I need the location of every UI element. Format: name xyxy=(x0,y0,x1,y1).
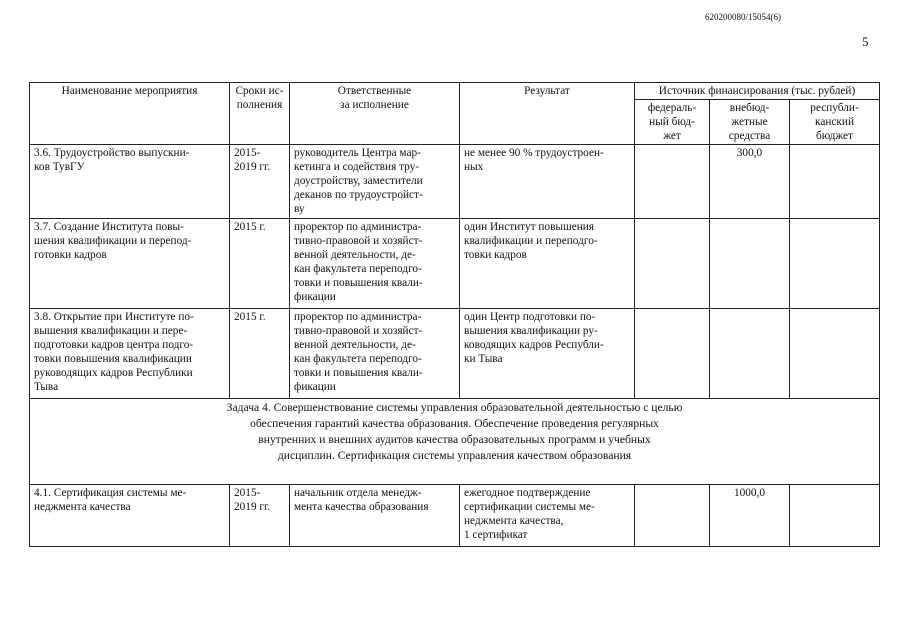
col-name-header: Наименование мероприятия xyxy=(30,83,230,145)
cell-extrabudget xyxy=(710,219,790,309)
table-row xyxy=(30,145,880,219)
cell-republic xyxy=(790,145,880,219)
page-number: 5 xyxy=(862,34,869,49)
cell-responsible: руководитель Центра мар- кетинга и содействия тру- доустройству, заместители деканов по трудоустройст- ву xyxy=(290,145,460,219)
col-republic-header: республи- канский бюджет xyxy=(790,100,880,145)
cell-name: 3.8. Открытие при Институте по- вышения квалификации и пере- подготовки кадров центра подго- товки повышения квалификации руководящих кадров Республики Тыва xyxy=(30,309,230,399)
cell-extrabudget: 1000,0 xyxy=(710,485,790,547)
cell-terms: 2015 г. xyxy=(230,309,290,399)
cell-name: 3.7. Создание Института повы- шения квалификации и перепод- готовки кадров xyxy=(30,219,230,309)
cell-extrabudget: 300,0 xyxy=(710,145,790,219)
document-code: 620200080/15054(6) xyxy=(705,12,781,22)
col-result-header: Результат xyxy=(460,83,635,145)
cell-responsible: проректор по администра- тивно-правовой и хозяйст- венной деятельности, де- кан факультета переподго- товки и повышения квали- фикации xyxy=(290,219,460,309)
cell-terms: 2015- 2019 гг. xyxy=(230,145,290,219)
cell-extrabudget xyxy=(710,309,790,399)
cell-name: 4.1. Сертификация системы ме- неджмента качества xyxy=(30,485,230,547)
cell-result: не менее 90 % трудоустроен- ных xyxy=(460,145,635,219)
cell-federal xyxy=(635,145,710,219)
task-row xyxy=(30,399,880,485)
table-row xyxy=(30,219,880,309)
cell-name: 3.6. Трудоустройство выпускни- ков ТувГУ xyxy=(30,145,230,219)
cell-result: один Институт повышения квалификации и переподго- товки кадров xyxy=(460,219,635,309)
cell-republic xyxy=(790,309,880,399)
cell-federal xyxy=(635,485,710,547)
header-row xyxy=(30,83,880,100)
col-federal-header: федераль- ный бюд- жет xyxy=(635,100,710,145)
table-row xyxy=(30,485,880,547)
activities-table xyxy=(29,82,880,547)
col-responsible-header: Ответственные за исполнение xyxy=(290,83,460,145)
table-row xyxy=(30,309,880,399)
cell-federal xyxy=(635,219,710,309)
cell-responsible: начальник отдела менедж- мента качества образования xyxy=(290,485,460,547)
cell-result: один Центр подготовки по- вышения квалификации ру- ководящих кадров Республи- ки Тыва xyxy=(460,309,635,399)
cell-republic xyxy=(790,485,880,547)
cell-terms: 2015- 2019 гг. xyxy=(230,485,290,547)
cell-federal xyxy=(635,309,710,399)
cell-responsible: проректор по администра- тивно-правовой и хозяйст- венной деятельности, де- кан факультета переподго- товки и повышения квали- фикации xyxy=(290,309,460,399)
task-4-heading: Задача 4. Совершенствование системы управления образовательной деятельностью с целью обеспечения гарантий качества образования. Обеспечение проведения регулярных внутренних и внешних аудитов качества образовательных программ и учебных дисциплин. Сертификация системы управления качеством образования xyxy=(30,399,880,485)
col-extrabudget-header: внебюд- жетные средства xyxy=(710,100,790,145)
cell-terms: 2015 г. xyxy=(230,219,290,309)
cell-result: ежегодное подтверждение сертификации системы ме- неджмента качества, 1 сертификат xyxy=(460,485,635,547)
cell-republic xyxy=(790,219,880,309)
col-financing-header: Источник финансирования (тыс. рублей) xyxy=(635,83,880,100)
col-terms-header: Сроки ис- полнения xyxy=(230,83,290,145)
